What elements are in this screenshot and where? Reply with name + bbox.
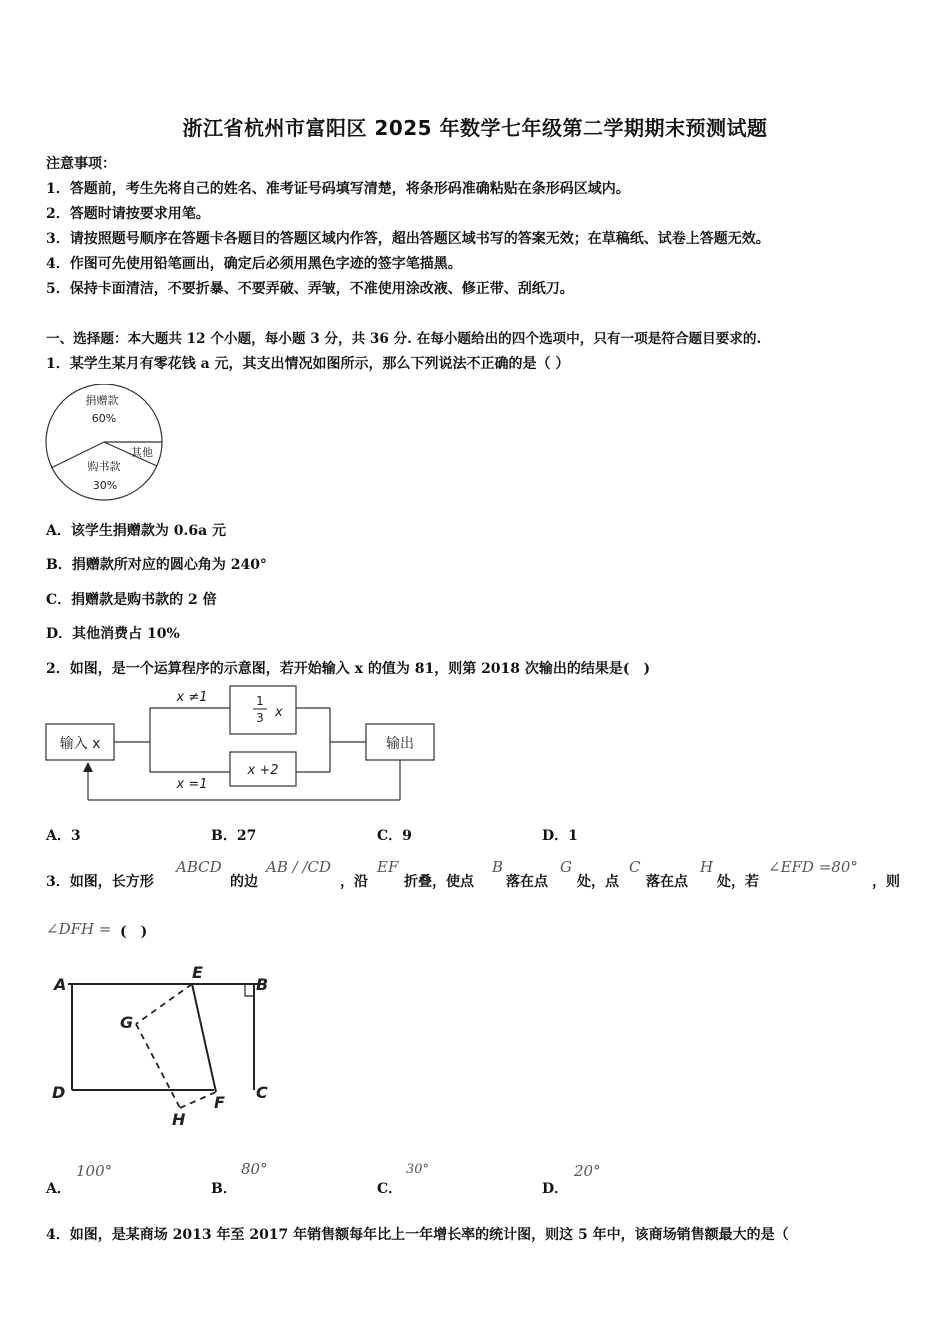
q3-math-ab-cd: AB / /CD [266,858,332,876]
q3-stem-6: 处，点 [577,874,619,890]
q3-option-b-value: 80° [241,1160,268,1178]
flow-op-top-var: x [275,705,283,720]
q3-option-c-value: 30° [406,1162,430,1177]
q3-math-angle-dfh: ∠DFH = [46,920,112,938]
pie-pct-books: 30% [92,479,118,492]
flow-input-label: 输入 x [59,736,101,752]
q3-stem-5: 落在点 [506,874,548,890]
q1-option-d: D．其他消费占 10% [46,626,180,642]
q1-stem: 1．某学生某月有零花钱 a 元，其支出情况如图所示，那么下列说法不正确的是（ ） [46,356,570,372]
q2-option-b: B．27 [211,828,257,844]
q3-stem2-text: ( ) [120,924,148,940]
q2-stem: 2．如图，是一个运算程序的示意图，若开始输入 x 的值为 81，则第 2018 次输出的结果是( ) [46,661,651,677]
q1-option-b: B．捐赠款所对应的圆心角为 240° [46,557,267,573]
q3-math-c: C [629,858,641,876]
q3-math-g: G [560,858,572,876]
q3-stem-4: 折叠，使点 [404,874,474,890]
q3-option-d-value: 20° [574,1162,601,1180]
q3-option-d-letter: D． [542,1181,569,1197]
q3-stem-7: 落在点 [646,874,688,890]
q3-math-angle-efd: ∠EFD =80° [768,858,858,876]
notice-item: 2．答题时请按要求用笔。 [46,206,210,222]
notice-item: 4．作图可先使用铅笔画出，确定后必须用黑色字迹的签字笔描黑。 [46,256,462,272]
flow-op-top-num: 1 [256,694,264,708]
notice-item: 3．请按照题号顺序在答题卡各题目的答题区域内作答，超出答题区域书写的答案无效；在草稿纸、试卷上答题无效。 [46,231,770,247]
q3-label-e: E [192,963,203,982]
page-title: 浙江省杭州市富阳区 2025 年数学七年级第二学期期末预测试题 [182,116,768,140]
q3-stem-1: 3．如图，长方形 [46,874,154,890]
q1-option-c: C．捐赠款是购书款的 2 倍 [46,592,217,608]
notice-heading: 注意事项： [46,156,116,172]
q2-option-c: C．9 [377,828,412,844]
flow-output-label: 输出 [386,736,414,752]
pie-label-donation: 捐赠款 [85,394,119,407]
q1-pie-chart [40,384,170,506]
q3-option-a-value: 100° [76,1162,113,1180]
flow-cond-top: x ≠1 [176,690,208,705]
q3-math-b: B [492,858,504,876]
flow-op-top-den: 3 [256,711,264,725]
flow-cond-bottom: x =1 [176,777,208,792]
q3-stem-3: ，沿 [340,874,368,890]
q3-label-h: H [172,1110,186,1129]
q4-stem: 4．如图，是某商场 2013 年至 2017 年销售额每年比上一年增长率的统计图，则这 5 年中，该商场销售额最大的是（ [46,1227,789,1243]
flow-op-bottom: x +2 [247,763,279,778]
pie-pct-donation: 60% [91,412,117,425]
notice-item: 1．答题前，考生先将自己的姓名、准考证号码填写清楚，将条形码准确粘贴在条形码区域内。 [46,181,630,197]
q3-stem-8: 处，若 [717,874,759,890]
pie-label-other: 其他 [131,446,153,459]
q3-option-c-letter: C． [377,1181,403,1197]
q3-option-a-letter: A． [46,1181,71,1197]
q3-math-h: H [700,858,714,876]
q3-label-d: D [52,1083,66,1102]
q3-label-a: A [54,975,67,994]
q2-flowchart [40,680,440,805]
q2-option-d: D．1 [542,828,578,844]
q2-option-a: A．3 [46,828,81,844]
q3-label-c: C [256,1083,268,1102]
q3-stem-9: ，则 [872,874,900,890]
q3-figure [44,960,284,1130]
q3-stem-2: 的边 [230,874,258,890]
q1-option-a: A．该学生捐赠款为 0.6a 元 [46,523,227,539]
section-heading: 一、选择题：本大题共 12 个小题，每小题 3 分，共 36 分. 在每小题给出的四个选项中，只有一项是符合题目要求的. [46,331,762,347]
q3-label-b: B [256,975,269,994]
pie-label-books: 购书款 [87,460,121,473]
q3-label-f: F [214,1093,225,1112]
q3-option-b-letter: B． [211,1181,237,1197]
q3-math-abcd: ABCD [176,858,222,876]
notice-item: 5．保持卡面清洁，不要折暴、不要弄破、弄皱，不准使用涂改液、修正带、刮纸刀。 [46,281,574,297]
q3-math-ef: EF [377,858,399,876]
q3-label-g: G [120,1013,134,1032]
